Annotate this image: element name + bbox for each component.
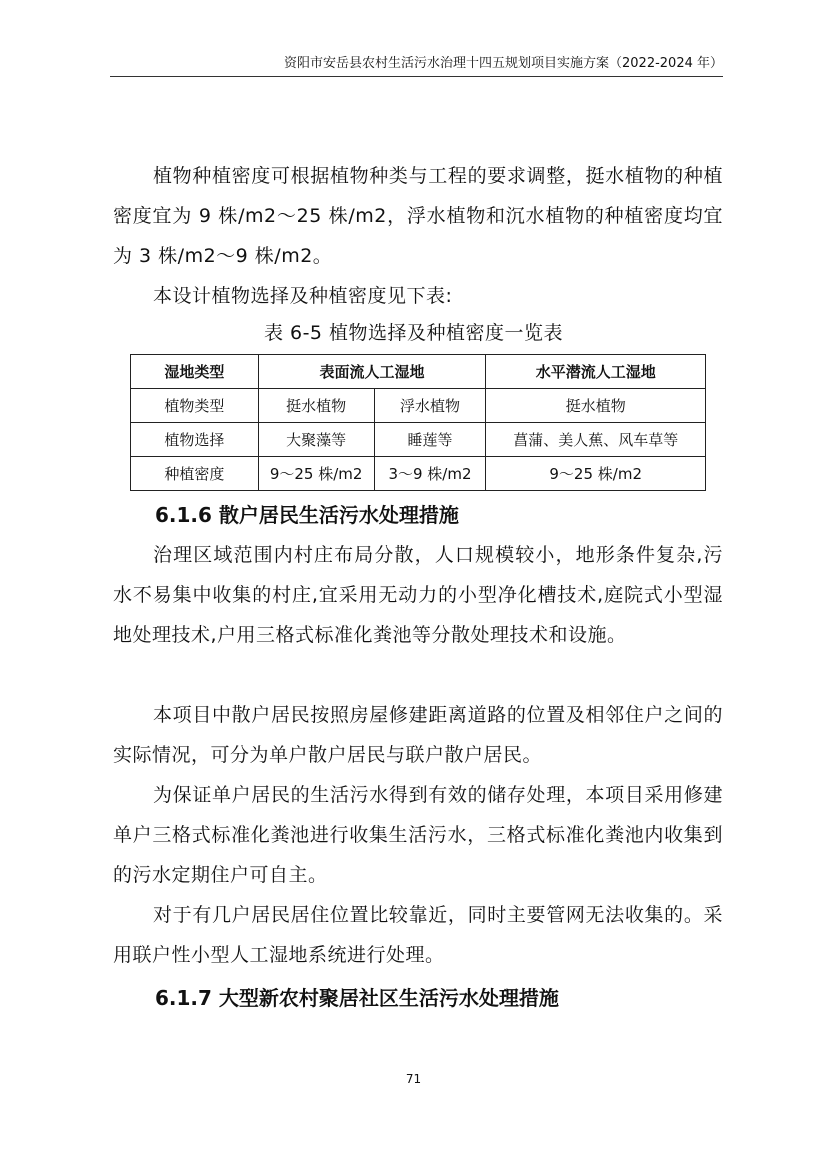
table-cell: 大聚藻等 [258,423,374,457]
table-header-cell: 湿地类型 [131,355,259,389]
paragraph-joint-household: 对于有几户居民居住位置比较靠近，同时主要管网无法收集的。采用联户性小型人工湿地系统进行处理。 [113,904,723,966]
table-cell: 9～25 株/m2 [486,457,706,491]
paragraph-household-types: 本项目中散户居民按照房屋修建距离道路的位置及相邻住户之间的实际情况，可分为单户散户居民与联户散户居民。 [113,704,723,766]
plant-selection-table [130,354,706,491]
table-row [131,423,706,457]
paragraph-scattered-overview: 治理区域范围内村庄布局分散，人口规模较小，地形条件复杂,污水不易集中收集的村庄,宜采用无动力的小型净化槽技术,庭院式小型湿地处理技术,户用三格式标准化粪池等分散处理技术和设施。 [113,544,723,646]
table-header-row [131,355,706,389]
table-cell: 9～25 株/m2 [258,457,374,491]
table-row [131,389,706,423]
section-heading-6-1-7: 6.1.7 大型新农村聚居社区生活污水处理措施 [155,986,559,1010]
table-caption: 表 6-5 植物选择及种植密度一览表 [263,322,564,344]
table-cell: 种植密度 [131,457,259,491]
table-cell: 3～9 株/m2 [374,457,486,491]
page-number: 71 [405,1072,422,1086]
table-cell: 菖蒲、美人蕉、风车草等 [486,423,706,457]
paragraph-table-intro: 本设计植物选择及种植密度见下表: [153,285,453,307]
table-cell: 植物类型 [131,389,259,423]
table-cell: 挺水植物 [258,389,374,423]
table-header-cell: 水平潜流人工湿地 [486,355,706,389]
table-cell: 睡莲等 [374,423,486,457]
paragraph-single-household: 为保证单户居民的生活污水得到有效的储存处理，本项目采用修建单户三格式标准化粪池进行收集生活污水，三格式标准化粪池内收集到的污水定期住户可自主。 [113,784,723,886]
paragraph-planting-density: 植物种植密度可根据植物种类与工程的要求调整，挺水植物的种植密度宜为 9 株/m2～25 株/m2，浮水植物和沉水植物的种植密度均宜为 3 株/m2～9 株/m2。 [113,165,723,267]
table-header-cell: 表面流人工湿地 [258,355,486,389]
section-heading-6-1-6: 6.1.6 散户居民生活污水处理措施 [155,503,459,527]
table-cell: 植物选择 [131,423,259,457]
table-cell: 浮水植物 [374,389,486,423]
running-header: 资阳市安岳县农村生活污水治理十四五规划项目实施方案（2022-2024 年） [110,54,723,77]
table-row [131,457,706,491]
table-cell: 挺水植物 [486,389,706,423]
